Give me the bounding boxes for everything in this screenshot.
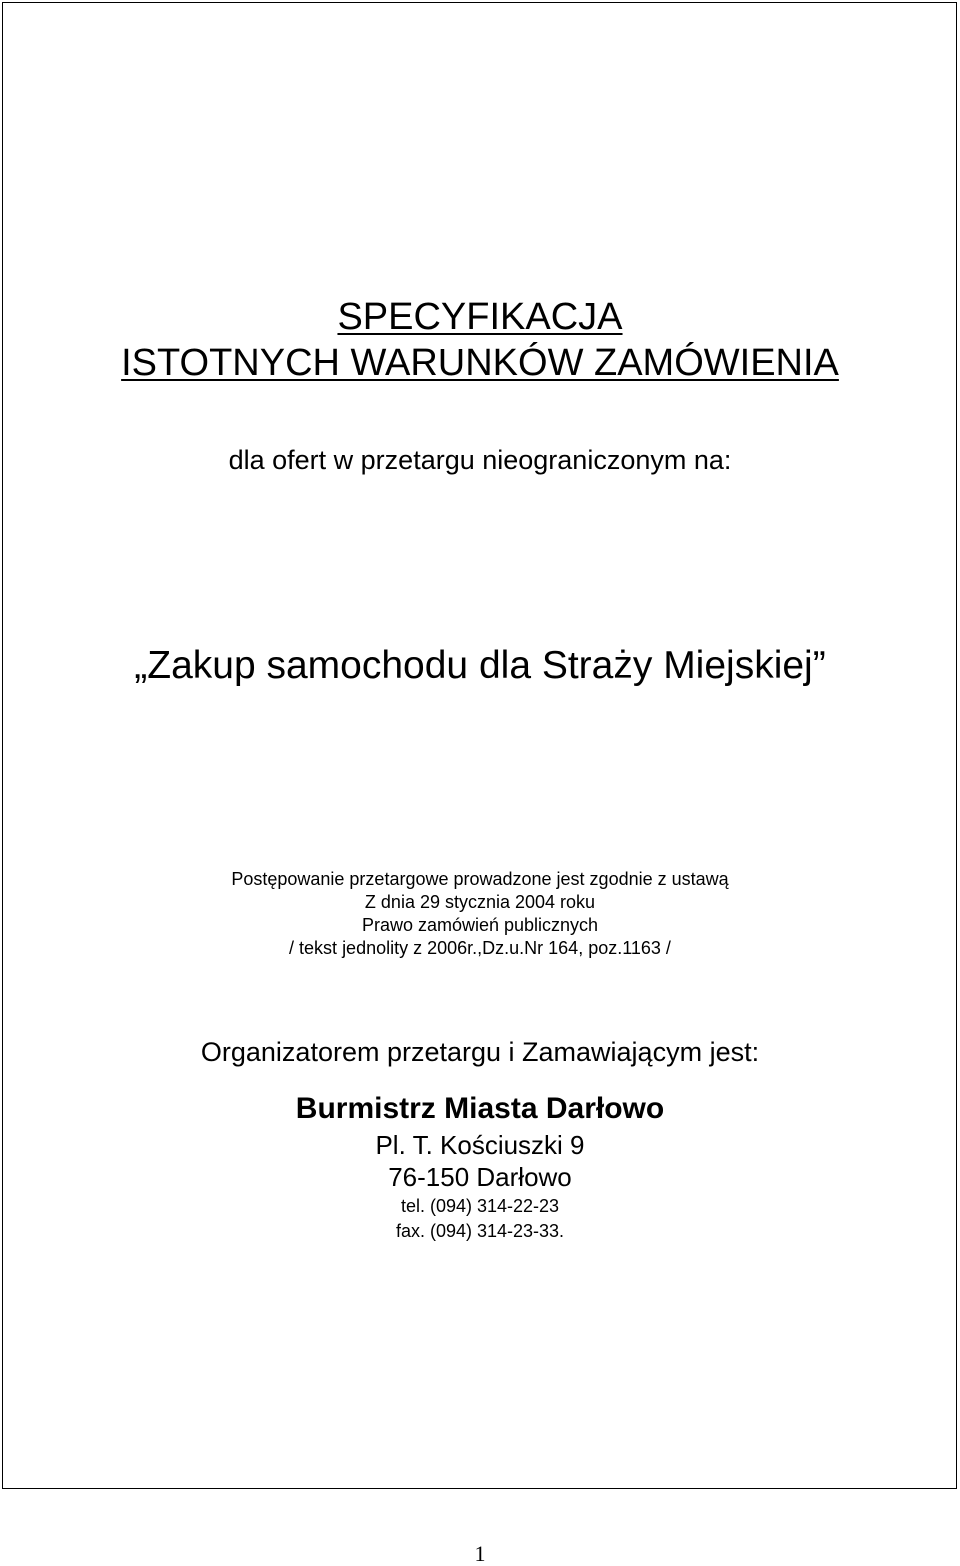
- legal-basis-line-2: Z dnia 29 stycznia 2004 roku: [364, 892, 596, 912]
- organizer-name: Burmistrz Miasta Darłowo: [295, 1092, 665, 1125]
- legal-basis-line-4: / tekst jednolity z 2006r.,Dz.u.Nr 164, poz.1163 /: [289, 938, 671, 958]
- organizer-street: Pl. T. Kościuszki 9: [375, 1130, 585, 1160]
- page-number: 1: [474, 1541, 486, 1566]
- organizer-city: 76-150 Darłowo: [388, 1162, 572, 1192]
- legal-basis-line-3: Prawo zamówień publicznych: [361, 915, 599, 935]
- tender-subject: „Zakup samochodu dla Straży Miejskiej”: [134, 644, 826, 687]
- document-title-line-2: ISTOTNYCH WARUNKÓW ZAMÓWIENIA: [121, 342, 839, 384]
- organizer-fax: fax. (094) 314-23-33.: [395, 1221, 565, 1241]
- organizer-phone: tel. (094) 314-22-23: [400, 1196, 560, 1216]
- organizer-intro: Organizatorem przetargu i Zamawiającym jest:: [200, 1037, 760, 1067]
- document-subtitle: dla ofert w przetargu nieograniczonym na:: [228, 445, 732, 475]
- page-border: [2, 2, 957, 1489]
- legal-basis-line-1: Postępowanie przetargowe prowadzone jest zgodnie z ustawą: [231, 869, 729, 889]
- document-title-line-1: SPECYFIKACJA: [337, 296, 623, 338]
